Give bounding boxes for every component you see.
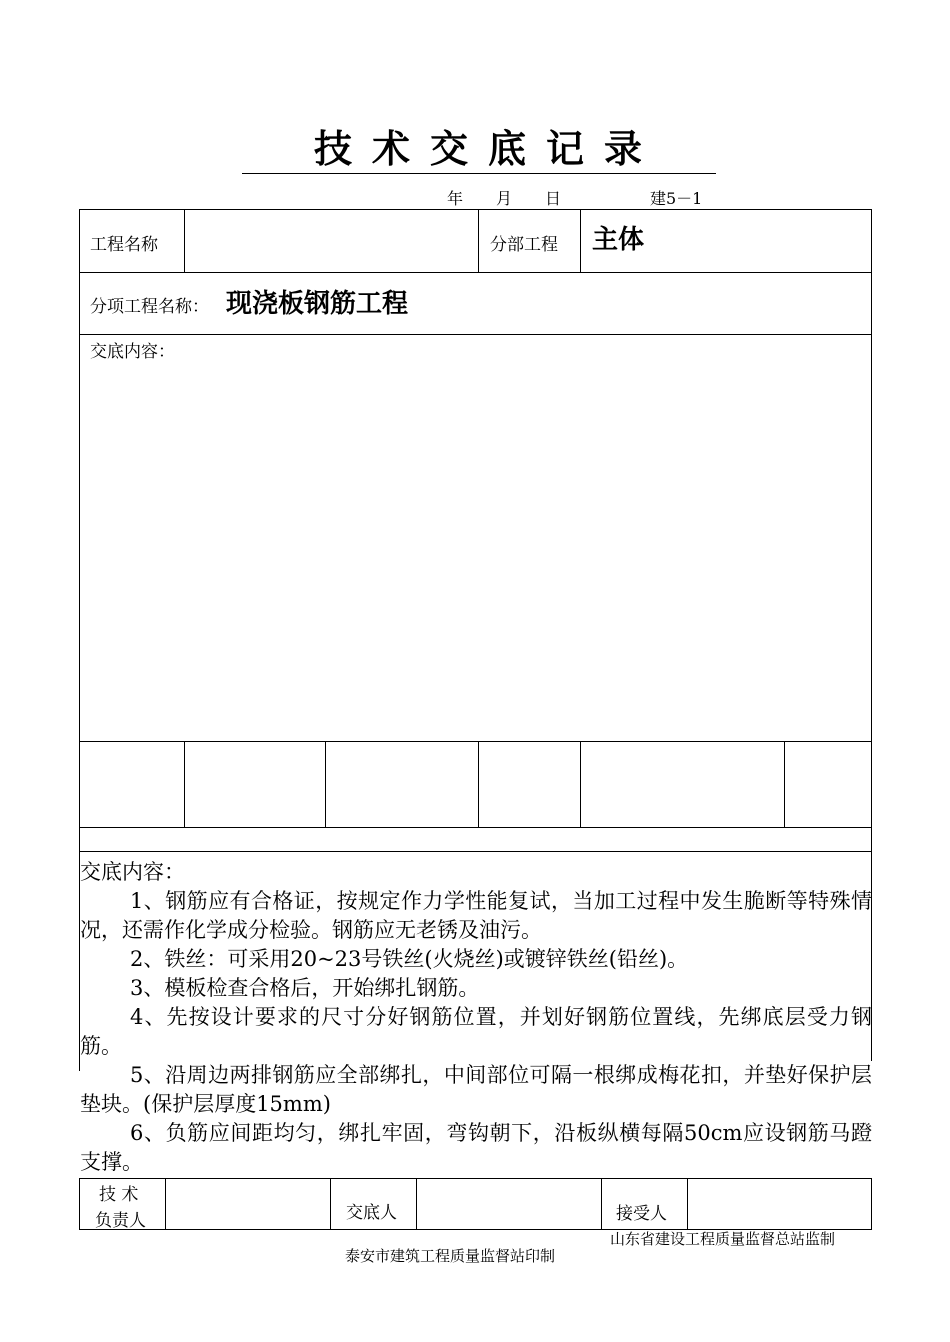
date-month-label: 月 xyxy=(496,189,513,208)
date-year-label: 年 xyxy=(447,189,464,208)
document-title: 技术交底记录 xyxy=(313,127,662,171)
content-item-3: 3、模板检查合格后，开始绑扎钢筋。 xyxy=(130,976,480,1000)
tech-lead-label-line2: 负责人 xyxy=(95,1211,146,1231)
item-name-label: 分项工程名称： xyxy=(90,297,209,317)
sub-project-value: 主体 xyxy=(592,225,645,255)
content-item-6: 6、负筋应间距均匀，绑扎牢固，弯钩朝下，沿板纵横每隔50cm应设钢筋马蹬支撑。 xyxy=(80,1121,872,1174)
discloser-label: 交底人 xyxy=(346,1203,397,1223)
printed-by: 泰安市建筑工程质量监督站印制 xyxy=(345,1247,556,1265)
title-underline xyxy=(242,173,716,174)
tech-lead-label-line1: 技 术 xyxy=(99,1185,139,1205)
supervised-by: 山东省建设工程质量监督总站监制 xyxy=(610,1230,836,1248)
item-name-value: 现浇板钢筋工程 xyxy=(226,289,409,319)
content-item-4: 4、先按设计要求的尺寸分好钢筋位置，并划好钢筋位置线，先绑底层受力钢筋。 xyxy=(80,1005,872,1058)
form-code: 建5－1 xyxy=(650,189,703,208)
content-item-1: 1、钢筋应有合格证，按规定作力学性能复试，当加工过程中发生脆断等特殊情况，还需作化学成分检验。钢筋应无老锈及油污。 xyxy=(80,889,872,942)
content-label-small: 交底内容： xyxy=(90,342,175,362)
receiver-label: 接受人 xyxy=(616,1204,667,1224)
content-item-5: 5、沿周边两排钢筋应全部绑扎，中间部位可隔一根绑成梅花扣，并垫好保护层垫块。(保护层厚度15mm) xyxy=(80,1063,872,1116)
content-item-2: 2、铁丝：可采用20~23号铁丝(火烧丝)或镀锌铁丝(铅丝)。 xyxy=(130,947,689,971)
sub-project-label: 分部工程 xyxy=(490,235,558,255)
content-heading: 交底内容： xyxy=(80,860,185,884)
date-day-label: 日 xyxy=(545,189,562,208)
project-name-label: 工程名称 xyxy=(90,235,158,255)
